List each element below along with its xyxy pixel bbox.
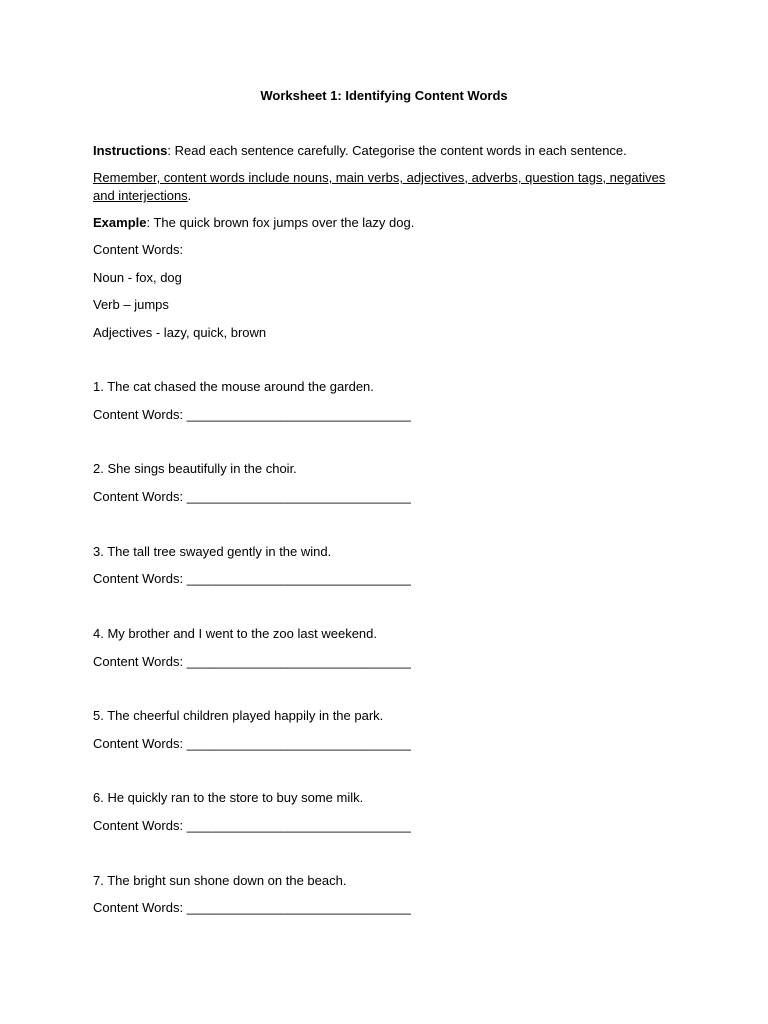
- question-sentence-6: 6. He quickly ran to the store to buy some milk.: [93, 790, 364, 805]
- reminder-end: .: [187, 188, 192, 203]
- instructions-text: : Read each sentence carefully. Categorise the content words in each sentence.: [167, 143, 627, 158]
- question-sentence-5: 5. The cheerful children played happily in the park.: [93, 708, 384, 723]
- question-sentence-2: 2. She sings beautifully in the choir.: [93, 461, 297, 476]
- question-answer-1[interactable]: Content Words: _______________________________: [93, 407, 411, 422]
- worksheet-title: Worksheet 1: Identifying Content Words: [260, 88, 508, 103]
- question-sentence-7: 7. The bright sun shone down on the beach.: [93, 873, 347, 888]
- reminder-text: Remember, content words include nouns, main verbs, adjectives, adverbs, question tags, negatives and interjections: [93, 170, 666, 203]
- question-answer-2[interactable]: Content Words: _______________________________: [93, 489, 411, 504]
- example-noun: Noun - fox, dog: [93, 270, 182, 285]
- question-answer-3[interactable]: Content Words: _______________________________: [93, 571, 411, 586]
- instructions-line: [93, 142, 683, 160]
- example-adjectives: Adjectives - lazy, quick, brown: [93, 325, 267, 340]
- question-sentence-4: 4. My brother and I went to the zoo last weekend.: [93, 626, 377, 641]
- question-answer-7[interactable]: Content Words: _______________________________: [93, 900, 411, 915]
- example-line: [93, 214, 683, 232]
- instructions-label: Instructions: [93, 143, 168, 158]
- question-sentence-3: 3. The tall tree swayed gently in the wind.: [93, 544, 332, 559]
- example-sentence: : The quick brown fox jumps over the lazy dog.: [146, 215, 415, 230]
- reminder-line: [93, 169, 683, 205]
- example-verb: Verb – jumps: [93, 297, 169, 312]
- example-content-words-label: Content Words:: [93, 242, 184, 257]
- question-answer-4[interactable]: Content Words: _______________________________: [93, 654, 411, 669]
- question-answer-6[interactable]: Content Words: _______________________________: [93, 818, 411, 833]
- example-label: Example: [93, 215, 147, 230]
- question-answer-5[interactable]: Content Words: _______________________________: [93, 736, 411, 751]
- question-sentence-1: 1. The cat chased the mouse around the garden.: [93, 379, 374, 394]
